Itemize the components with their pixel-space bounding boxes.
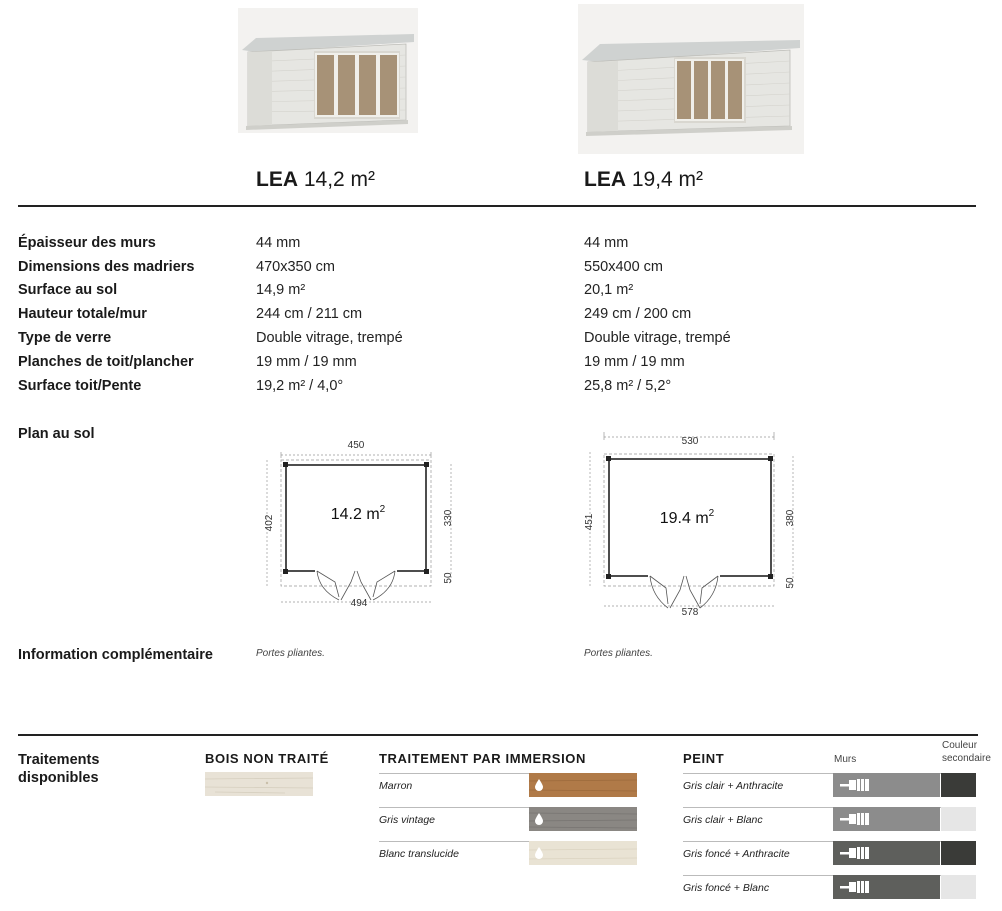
spec-value: 19 mm / 19 mm — [584, 354, 685, 370]
spec-value: 19,2 m² / 4,0° — [256, 378, 344, 394]
immersion-swatch-marron — [529, 773, 637, 797]
plan-inner-depth: 330 — [443, 509, 454, 527]
floor-plan-lea-14 — [255, 432, 455, 612]
house-image-lea-14 — [238, 8, 418, 133]
paint-label: Gris clair + Anthracite — [683, 780, 784, 792]
treatments-label-line1: Traitements — [18, 752, 100, 768]
spec-value: 14,9 m² — [256, 282, 306, 298]
spec-value: 44 mm — [584, 235, 629, 251]
spec-value: 19 mm / 19 mm — [256, 354, 357, 370]
spec-label: Hauteur totale/mur — [18, 306, 147, 322]
immersion-swatch-gris-vintage — [529, 807, 637, 831]
plan-area-value: 14.2 m — [330, 506, 380, 523]
model-area: 19,4 m² — [631, 168, 704, 191]
immersion-label: Blanc translucide — [379, 848, 459, 860]
plan-area-exponent: 2 — [708, 508, 715, 519]
immersion-swatch-blanc-translucide — [529, 841, 637, 865]
paint-brush-icon — [840, 778, 872, 792]
plan-width-top: 450 — [347, 440, 365, 451]
immersion-title: TRAITEMENT PAR IMMERSION — [379, 751, 586, 766]
model-title-1 — [256, 168, 375, 192]
paint-secondary-swatch — [941, 875, 976, 899]
spec-value: 550x400 cm — [584, 259, 663, 275]
header-divider — [18, 205, 976, 207]
model-title-2 — [584, 168, 703, 192]
paint-col-secondary-line2: secondaire — [942, 753, 991, 764]
plan-door-depth: 50 — [785, 577, 796, 589]
model-name: LEA — [256, 168, 298, 191]
spec-value: 470x350 cm — [256, 259, 335, 275]
spec-value: 44 mm — [256, 235, 301, 251]
plan-area-value: 19.4 m — [659, 510, 709, 527]
spec-label: Épaisseur des murs — [18, 235, 156, 251]
treatments-divider — [18, 734, 978, 736]
paint-secondary-swatch — [941, 841, 976, 865]
untreated-title: BOIS NON TRAITÉ — [205, 751, 329, 766]
spec-label: Surface toit/Pente — [18, 378, 142, 394]
plan-width-bottom: 494 — [350, 598, 368, 609]
paint-secondary-swatch — [941, 807, 976, 831]
plan-depth: 451 — [584, 513, 595, 531]
additional-info-value: Portes pliantes. — [256, 648, 325, 659]
spec-label: Surface au sol — [18, 282, 118, 298]
spec-label: Dimensions des madriers — [18, 259, 195, 275]
spec-label: Type de verre — [18, 330, 112, 346]
model-area: 14,2 m² — [303, 168, 376, 191]
additional-info-value: Portes pliantes. — [584, 648, 653, 659]
spec-value: Double vitrage, trempé — [256, 330, 403, 346]
treatments-label — [18, 751, 99, 787]
spec-label: Planches de toit/plancher — [18, 354, 194, 370]
plan-area — [660, 508, 715, 527]
spec-value: 25,8 m² / 5,2° — [584, 378, 672, 394]
house-image-lea-19 — [578, 4, 804, 154]
paint-brush-icon — [840, 846, 872, 860]
paint-secondary-swatch — [941, 773, 976, 797]
floor-plan-lea-19 — [578, 428, 800, 623]
plan-area — [331, 504, 386, 523]
paint-col-secondary — [942, 739, 991, 765]
paint-label: Gris foncé + Anthracite — [683, 848, 790, 860]
plan-area-exponent: 2 — [379, 504, 386, 515]
immersion-label: Gris vintage — [379, 814, 436, 826]
plan-width-bottom: 578 — [681, 607, 699, 618]
paint-brush-icon — [840, 880, 872, 894]
paint-label: Gris foncé + Blanc — [683, 882, 770, 894]
model-name: LEA — [584, 168, 626, 191]
immersion-label: Marron — [379, 780, 413, 792]
spec-value: 249 cm / 200 cm — [584, 306, 692, 322]
plan-inner-depth: 380 — [785, 509, 796, 527]
additional-info-label: Information complémentaire — [18, 647, 213, 663]
spec-value: 20,1 m² — [584, 282, 634, 298]
floor-plan-label: Plan au sol — [18, 426, 95, 442]
plan-depth: 402 — [264, 514, 275, 532]
paint-col-secondary-line1: Couleur — [942, 740, 978, 751]
plan-width-top: 530 — [681, 436, 699, 447]
untreated-wood-swatch — [205, 772, 313, 796]
paint-title: PEINT — [683, 751, 725, 766]
treatments-label-line2: disponibles — [18, 770, 99, 786]
paint-col-walls: Murs — [834, 754, 857, 765]
spec-value: Double vitrage, trempé — [584, 330, 731, 346]
paint-label: Gris clair + Blanc — [683, 814, 763, 826]
paint-brush-icon — [840, 812, 872, 826]
plan-door-depth: 50 — [443, 572, 454, 584]
spec-value: 244 cm / 211 cm — [256, 306, 363, 322]
